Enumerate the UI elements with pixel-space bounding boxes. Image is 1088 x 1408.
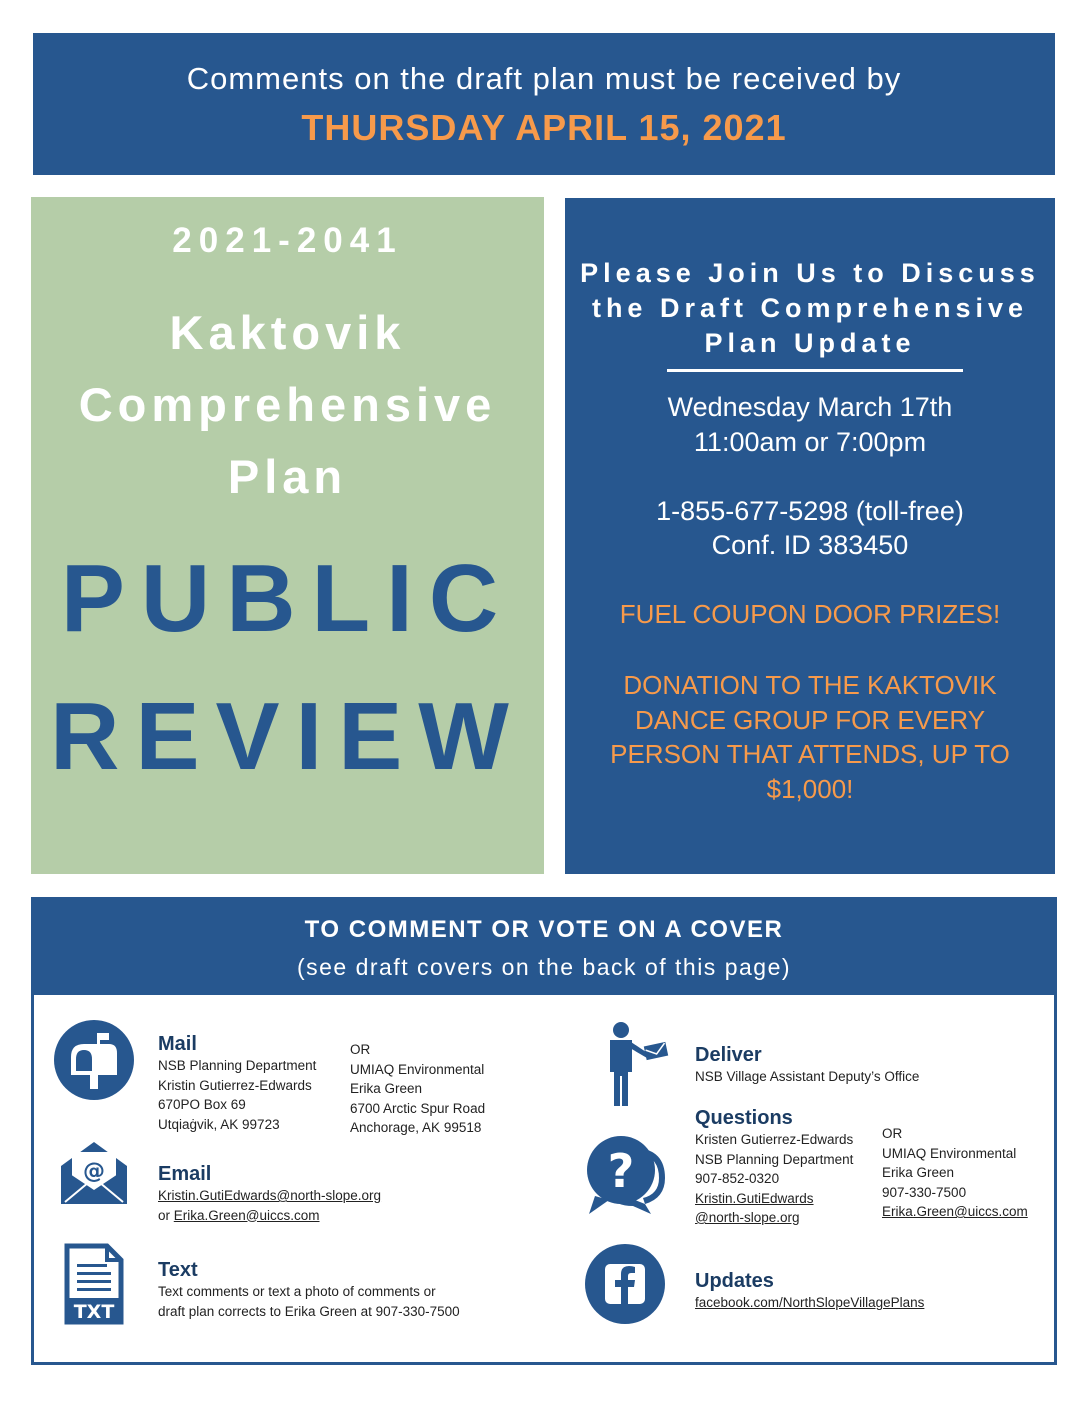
person-delivering-icon xyxy=(601,1020,671,1108)
text-file-icon xyxy=(63,1242,125,1326)
email-link-primary[interactable]: Kristin.GutiEdwards@north-slope.org xyxy=(158,1188,382,1203)
email-or: or xyxy=(158,1207,174,1223)
svg-text:@: @ xyxy=(83,1159,105,1184)
meeting-time: 11:00am or 7:00pm xyxy=(693,427,927,457)
questions-alt-email-link[interactable]: Erika.Green@uiccs.com xyxy=(882,1204,1028,1219)
conference-info xyxy=(565,494,1055,562)
deliver-line: NSB Village Assistant Deputy’s Office xyxy=(695,1069,920,1084)
questions-line: NSB Planning Department xyxy=(695,1151,854,1167)
envelope-at-icon xyxy=(59,1138,129,1208)
meeting-heading xyxy=(575,256,1045,361)
text-line: Text comments or text a photo of comments or xyxy=(158,1284,436,1299)
mail-or: OR xyxy=(350,1042,371,1057)
comment-heading: TO COMMENT OR VOTE ON A COVER xyxy=(304,916,784,943)
email-block xyxy=(158,1162,458,1225)
plan-title-line: Comprehensive xyxy=(78,378,497,431)
comment-section xyxy=(31,897,1057,1365)
deliver-title: Deliver xyxy=(695,1044,762,1066)
mail-alt-line: Erika Green xyxy=(350,1081,423,1096)
plan-title-line: Kaktovik xyxy=(169,306,406,359)
facebook-icon[interactable] xyxy=(584,1243,666,1325)
public-heading: PUBLIC xyxy=(60,545,515,652)
mail-line: NSB Planning Department xyxy=(158,1058,317,1073)
mail-line: Utqiaġvik, AK 99723 xyxy=(158,1116,280,1132)
text-block xyxy=(158,1258,528,1321)
questions-block xyxy=(695,1106,875,1228)
meeting-heading-line: the Draft Comprehensive xyxy=(591,293,1029,323)
deadline-date: THURSDAY APRIL 15, 2021 xyxy=(301,107,787,148)
questions-email-link[interactable]: @north-slope.org xyxy=(695,1210,800,1225)
mail-block xyxy=(158,1032,343,1134)
questions-line: Kristen Gutierrez-Edwards xyxy=(695,1132,854,1147)
review-heading: REVIEW xyxy=(50,683,525,790)
questions-email-link[interactable]: Kristin.GutiEdwards xyxy=(695,1190,814,1206)
donation-line: $1,000! xyxy=(766,773,854,804)
mailbox-icon xyxy=(53,1019,135,1101)
questions-alt-line: UMIAQ Environmental xyxy=(882,1145,1017,1161)
mail-alt-block xyxy=(350,1040,520,1138)
conference-phone: 1-855-677-5298 (toll-free) xyxy=(656,496,964,526)
comment-header xyxy=(34,900,1054,995)
donation-notice xyxy=(585,668,1035,806)
question-bubble-icon xyxy=(585,1132,669,1216)
deliver-block xyxy=(695,1043,995,1087)
meeting-heading-line: Please Join Us to Discuss xyxy=(580,258,1040,288)
txt-icon-label: TXT xyxy=(73,1301,115,1323)
donation-line: DANCE GROUP FOR EVERY xyxy=(634,704,986,735)
mail-alt-line: Anchorage, AK 99518 xyxy=(350,1120,482,1135)
text-title: Text xyxy=(158,1259,198,1281)
door-prizes: FUEL COUPON DOOR PRIZES! xyxy=(619,599,1001,629)
email-title: Email xyxy=(158,1163,212,1185)
meeting-datetime xyxy=(565,390,1055,460)
questions-alt-line: Erika Green xyxy=(882,1165,955,1180)
text-line: draft plan corrects to Erika Green at 907-330-7500 xyxy=(158,1303,460,1319)
mail-alt-line: 6700 Arctic Spur Road xyxy=(350,1100,486,1116)
questions-or: OR xyxy=(882,1126,903,1141)
facebook-link[interactable]: facebook.com/NorthSlopeVillagePlans xyxy=(695,1295,925,1310)
deadline-intro: Comments on the draft plan must be received by xyxy=(186,61,902,96)
email-secondary-row xyxy=(158,1206,458,1226)
meeting-date: Wednesday March 17th xyxy=(667,392,953,422)
questions-title: Questions xyxy=(695,1107,793,1129)
email-link-secondary[interactable]: Erika.Green@uiccs.com xyxy=(173,1207,320,1223)
mail-alt-line: UMIAQ Environmental xyxy=(350,1061,485,1077)
questions-alt-block xyxy=(882,1124,1047,1222)
questions-line: 907-852-0320 xyxy=(695,1171,780,1186)
plan-years: 2021-2041 xyxy=(172,221,403,260)
conference-id: Conf. ID 383450 xyxy=(711,530,909,560)
svg-text:?: ? xyxy=(607,1144,635,1198)
comment-subheading: (see draft covers on the back of this page) xyxy=(296,954,792,980)
donation-line: PERSON THAT ATTENDS, UP TO xyxy=(610,739,1010,769)
heading-divider xyxy=(667,369,963,372)
plan-title xyxy=(31,297,544,513)
meeting-info-panel xyxy=(565,198,1055,874)
plan-title-line: Plan xyxy=(227,450,348,503)
plan-title-panel xyxy=(31,197,544,874)
mail-line: Kristin Gutierrez-Edwards xyxy=(158,1077,312,1093)
questions-alt-line: 907-330-7500 xyxy=(882,1184,967,1200)
updates-title: Updates xyxy=(695,1270,774,1292)
mail-title: Mail xyxy=(158,1033,197,1055)
deadline-banner xyxy=(33,33,1055,175)
meeting-heading-line: Plan Update xyxy=(704,328,916,358)
mail-line: 670PO Box 69 xyxy=(158,1097,246,1112)
updates-block xyxy=(695,1269,1025,1313)
donation-line: DONATION TO THE KAKTOVIK xyxy=(623,670,997,700)
